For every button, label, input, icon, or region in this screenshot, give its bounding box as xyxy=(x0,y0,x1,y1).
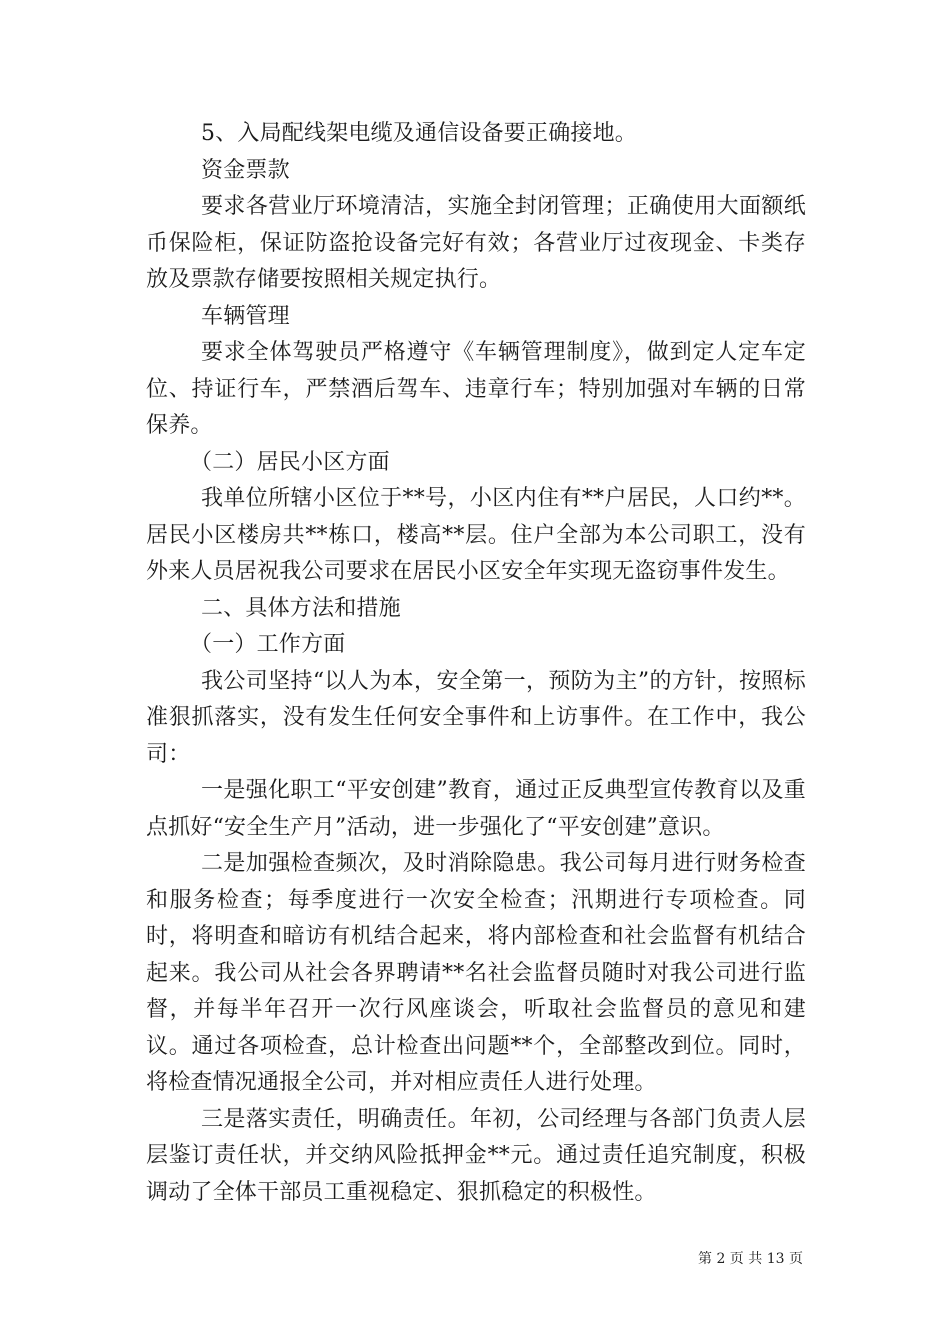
document-body xyxy=(146,116,806,1211)
paragraph-work-policy: 我公司坚持“以人为本，安全第一，预防为主”的方针，按照标准狠抓落实，没有发生任何安全事件和上访事件。在工作中，我公司： xyxy=(146,668,806,767)
paragraph-funds: 要求各营业厅环境清洁，实施全封闭管理；正确使用大面额纸币保险柜，保证防盗抢设备完好有效；各营业厅过夜现金、卡类存放及票款存储要按照相关规定执行。 xyxy=(146,194,806,292)
section-heading-residential: （二）居民小区方面 xyxy=(190,449,390,475)
paragraph-grounding-item: 5、入局配线架电缆及通信设备要正确接地。 xyxy=(201,121,637,146)
paragraph-measure-one: 一是强化职工“平安创建”教育，通过正反典型宣传教育以及重点抓好“安全生产月”活动，进一步强化了“平安创建”意识。 xyxy=(146,778,806,840)
section-heading-vehicles: 车辆管理 xyxy=(201,303,290,329)
paragraph-residential: 我单位所辖小区位于**号，小区内住有**户居民，人口约**。居民小区楼房共**栋口，楼高**层。住户全部为本公司职工，没有外来人员居祝我公司要求在居民小区安全年实现无盗窃事件发生。 xyxy=(146,486,806,584)
section-heading-methods: 二、具体方法和措施 xyxy=(201,595,401,621)
paragraph-measure-three: 三是落实责任，明确责任。年初，公司经理与各部门负责人层层鉴订责任状，并交纳风险抵押金**元。通过责任追究制度，积极调动了全体干部员工重视稳定、狠抓稳定的积极性。 xyxy=(146,1106,806,1205)
section-heading-funds: 资金票款 xyxy=(201,157,290,183)
page-number-footer: 第 2 页 共 13 页 xyxy=(698,1251,803,1267)
paragraph-measure-two: 二是加强检查频次，及时消除隐患。我公司每月进行财务检查和服务检查；每季度进行一次安全检查；汛期进行专项检查。同时，将明查和暗访有机结合起来，将内部检查和社会监督有机结合起来。我公司从社会各界聘请**名社会监督员随时对我公司进行监督，并每半年召开一次行风座谈会，听取社会监督员的意见和建议。通过各项检查，总计检查出问题**个，全部整改到位。同时，将检查情况通报全公司，并对相应责任人进行处理。 xyxy=(146,851,806,1095)
paragraph-vehicles: 要求全体驾驶员严格遵守《车辆管理制度》，做到定人定车定位、持证行车，严禁酒后驾车、违章行车；特别加强对车辆的日常保养。 xyxy=(146,340,806,438)
section-heading-work: （一）工作方面 xyxy=(190,632,346,657)
